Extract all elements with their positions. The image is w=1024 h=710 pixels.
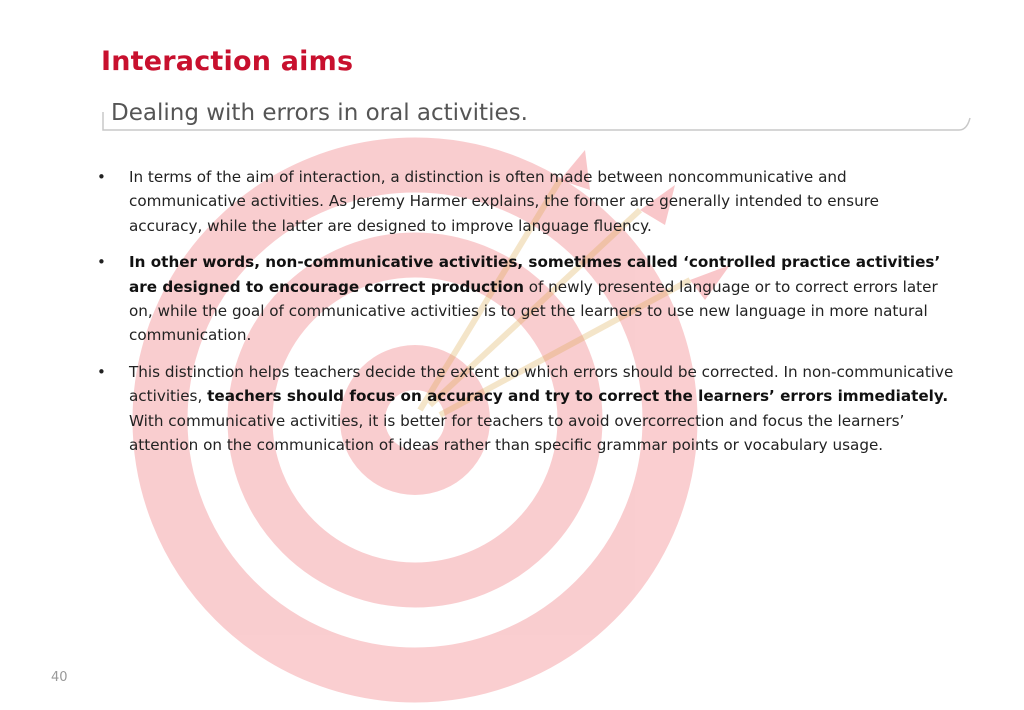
bullet-dot-icon: • bbox=[97, 168, 106, 186]
page-number: 40 bbox=[51, 670, 68, 685]
bullet-text: In terms of the aim of interaction, a distinction is often made between noncommunicative and communicative activities. As Jeremy Harmer explains, the former are generally intended to ensure accuracy, while the latter are designed to improve language fluency. bbox=[129, 168, 879, 235]
bullet-item bbox=[92, 250, 954, 348]
bullet-text-bold: teachers should focus on accuracy and try to correct the learners’ errors immediately. bbox=[207, 387, 949, 406]
bullet-item bbox=[92, 360, 954, 458]
slide-title: Interaction aims bbox=[101, 46, 354, 77]
bullet-list bbox=[92, 165, 954, 469]
bullet-text: This distinction helps teachers decide the extent to which errors should be corrected. In non-communicative activities, bbox=[129, 362, 954, 406]
bullet-dot-icon: • bbox=[97, 253, 106, 272]
bullet-item bbox=[92, 165, 954, 238]
bullet-dot-icon: • bbox=[97, 362, 106, 381]
bullet-text: of newly presented language or to correct errors later on, while the goal of communicative activities is to get the learners to use new language in more natural communication. bbox=[129, 277, 938, 345]
bullet-text: With communicative activities, it is better for teachers to avoid overcorrection and focus the learners’ attention on the communication of ideas rather than specific grammar points or vocabulary usage. bbox=[129, 411, 905, 455]
slide-subtitle: Dealing with errors in oral activities. bbox=[111, 100, 528, 126]
bullet-text-bold: In other words, non-communicative activities, sometimes called ‘controlled practice activities’ are designed to encourage correct production bbox=[129, 253, 941, 296]
